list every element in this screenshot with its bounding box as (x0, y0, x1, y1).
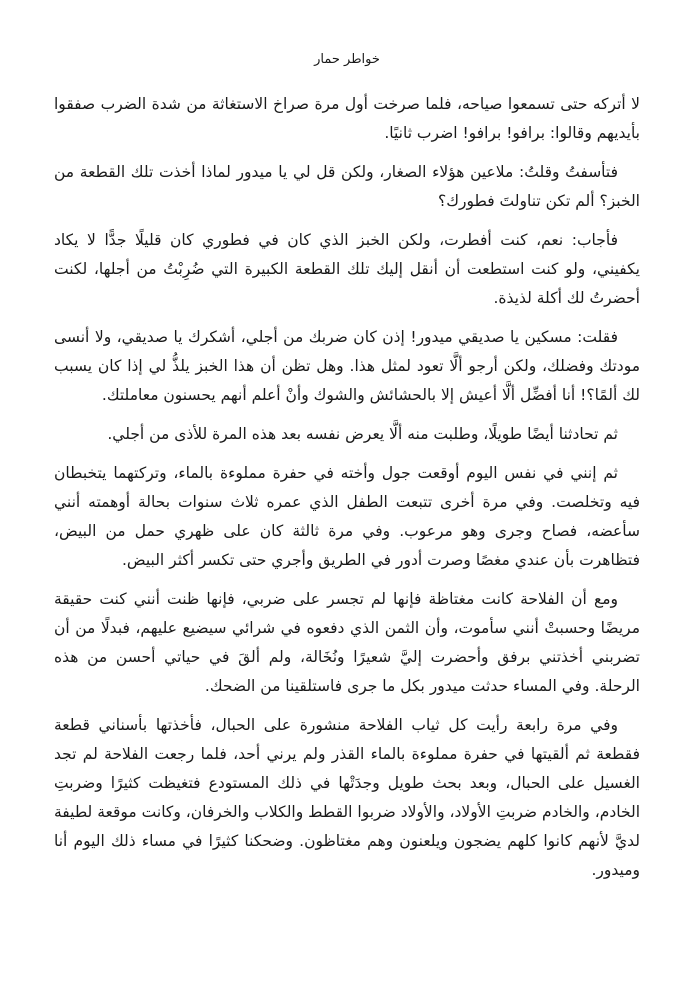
running-header: خواطر حمار (314, 52, 380, 67)
paragraph: فتأسفتُ وقلتُ: ملاعين هؤلاء الصغار، ولكن قل لي يا ميدور لماذا أخذت تلك القطعة من الخبز؟ ألم تكن تناولتَ فطورك؟ (54, 163, 640, 210)
paragraph: لا أتركه حتى تسمعوا صياحه، فلما صرخت أول مرة صراخ الاستغاثة من شدة الضرب صفقوا بأيديهم وقالوا: برافو! برافو! اضرب ثانيًا. (54, 95, 640, 142)
body-text (54, 90, 640, 885)
paragraph: ثم تحادثنا أيضًا طويلًا، وطلبت منه ألَّا يعرض نفسه بعد هذه المرة للأذى من أجلي. (107, 425, 618, 443)
paragraph: ثم إنني في نفس اليوم أوقعت جول وأخته في حفرة مملوءة بالماء، وتركتهما يتخبطان فيه وتخلصت. وفي مرة أخرى تتبعت الطفل الذي عمره ثلاث سنوات بحالة أوهمته أنني سأعضه، فصاح وجرى وهو مرعوب. وفي مرة ثالثة كان على ظهري حمل من البيض، فتظاهرت بأن عندي مغصًا وصرت أدور في الطريق وأجري حتى تكسر أكثر البيض. (54, 464, 640, 569)
paragraph: فأجاب: نعم، كنت أفطرت، ولكن الخبز الذي كان في فطوري كان قليلًا جدًّا لا يكاد يكفيني، ولو كنت استطعت أن أنقل إليك تلك القطعة الكبيرة التي ضُرِبْتُ من أجلها، لكنت أحضرتُ لك أكلة لذيذة. (54, 231, 640, 307)
paragraph: وفي مرة رابعة رأيت كل ثياب الفلاحة منشورة على الحبال، فأخذتها بأسناني قطعة فقطعة ثم ألقيتها في حفرة مملوءة بالماء القذر ولم يرني أحد، فلما رجعت الفلاحة لم تجد الغسيل على الحبال، وبعد بحث طويل وجدَتْها في ذلك المستودع فتغيظت كثيرًا وضربتِ الخادم، والخادم ضربتِ الأولاد، والأولاد ضربوا القطط والكلاب والخرفان، وكانت موقعة لطيفة لديَّ لأنهم كانوا كلهم يضجون ويلعنون وهم مغتاظون. وضحكنا كثيرًا في مساء ذلك اليوم أنا وميدور. (54, 716, 640, 879)
paragraph: فقلت: مسكين يا صديقي ميدور! إذن كان ضربك من أجلي، أشكرك يا صديقي، ولا أنسى مودتك وفضلك، ولكن أرجو ألَّا تعود لمثل هذا. وهل تظن أن هذا الخبز يلذُّ لي إذا كان يسبب لك ألمًا؟! أنا أفضِّل ألَّا أعيش إلا بالحشائش والشوك وأنْ أعلم أنهم يحسنون معاملتك. (54, 328, 640, 404)
paragraph: ومع أن الفلاحة كانت مغتاظة فإنها لم تجسر على ضربي، فإنها ظنت أنني كنت حقيقة مريضًا وحسبتْ أنني سأموت، وأن الثمن الذي دفعوه في شرائي سيضيع عليهم، فبدلًا من أن تضربني أخذتني برفق وأحضرت إليَّ شعيرًا ونُخَالة، ولم ألقَ في حياتي أحسن من هذه الرحلة. وفي المساء حدثت ميدور بكل ما جرى فاستلقينا من الضحك. (54, 590, 640, 695)
